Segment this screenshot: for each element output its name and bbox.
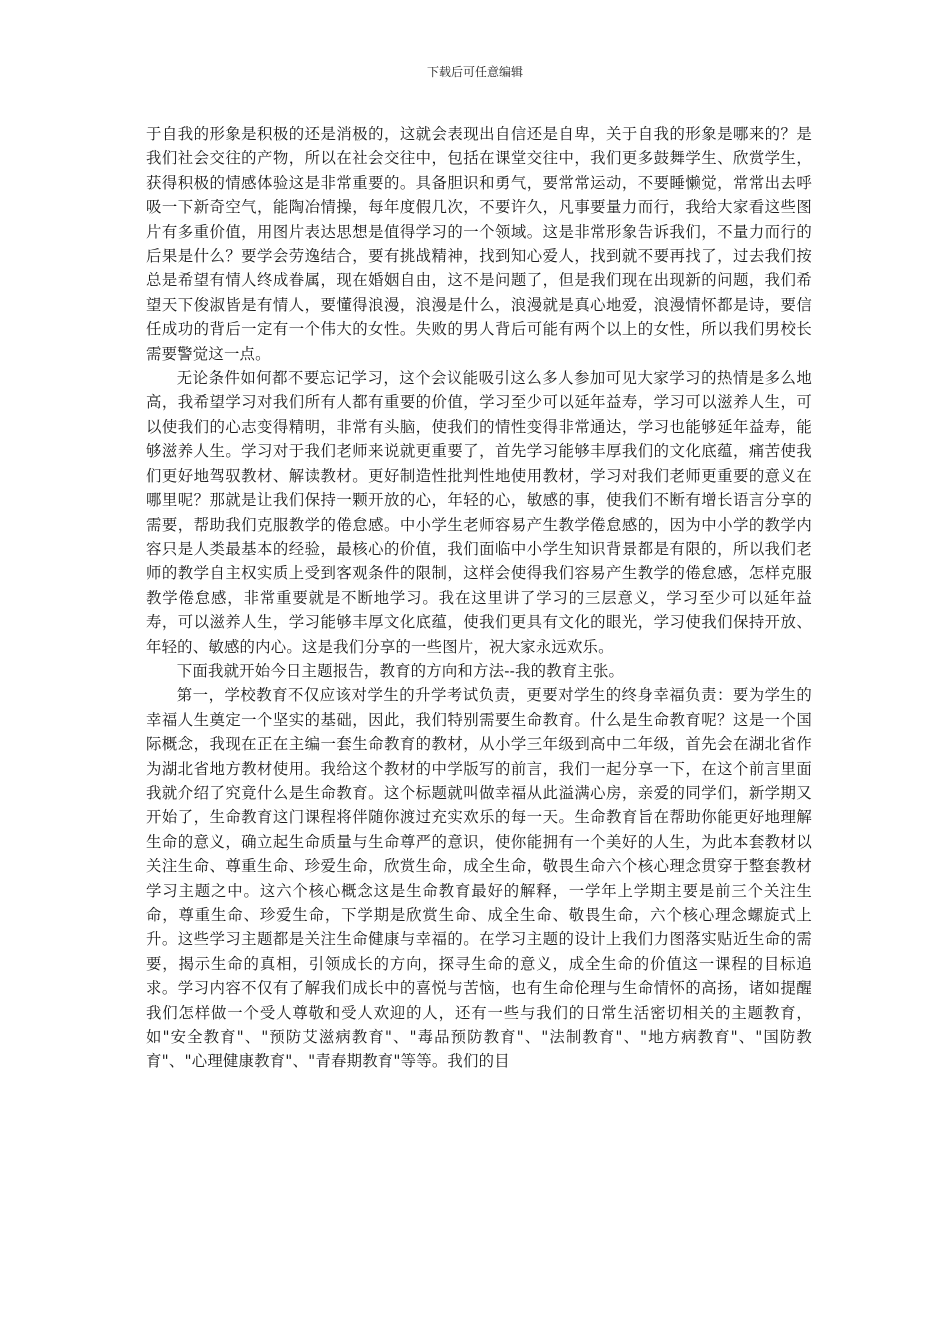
paragraph-1: 于自我的形象是积极的还是消极的，这就会表现出自信还是自卑，关于自我的形象是哪来的？是我们社会交往的产物，所以在社会交往中，包括在课堂交往中，我们更多鼓舞学生、欣赏学生，获得积极的情感体验这是非常重要的。具备胆识和勇气，要常常运动，不要睡懒觉，常常出去呼吸一下新奇空气，能陶冶情操，每年度假几次，不要许久，凡事要量力而行，我给大家看这些图片有多重价值，用图片表达思想是值得学习的一个领域。这是非常形象告诉我们，不量力而行的后果是什么？要学会劳逸结合，要有挑战精神，找到知心爱人，找到就不要再找了，过去我们按总是希望有情人终成眷属，现在婚姻自由，这不是问题了，但是我们现在出现新的问题，我们希望天下俊淑皆是有情人，要懂得浪漫，浪漫是什么，浪漫就是真心地爱，浪漫情怀都是诗，要信任成功的背后一定有一个伟大的女性。失败的男人背后可能有两个以上的女性，所以我们男校长需要警觉这一点。: [146, 125, 812, 363]
paragraph-3: 下面我就开始今日主题报告，教育的方向和方法--我的教育主张。: [176, 661, 625, 680]
paragraph-4: 第一，学校教育不仅应该对学生的升学考试负责，更要对学生的终身幸福负责：要为学生的幸福人生奠定一个坚实的基础，因此，我们特别需要生命教育。什么是生命教育呢？这是一个国际概念，我现在正在主编一套生命教育的教材，从小学三年级到高中二年级，首先会在湖北省作为湖北省地方教材使用。我给这个教材的中学版写的前言，我们一起分享一下，在这个前言里面我就介绍了究竟什么是生命教育。这个标题就叫做幸福从此溢满心房，亲爱的同学们，新学期又开始了，生命教育这门课程将伴随你渡过充实欢乐的每一天。生命教育旨在帮助你能更好地理解生命的意义，确立起生命质量与生命尊严的意识，使你能拥有一个美好的人生，为此本套教材以关注生命、尊重生命、珍爱生命，欣赏生命，成全生命，敬畏生命六个核心理念贯穿于整套教材学习主题之中。这六个核心概念这是生命教育最好的解释，一学年上学期主要是前三个关注生命，尊重生命、珍爱生命，下学期是欣赏生命、成全生命、敬畏生命，六个核心理念螺旋式上升。这些学习主题都是关注生命健康与幸福的。在学习主题的设计上我们力图落实贴近生命的需要，揭示生命的真相，引领成长的方向，探寻生命的意义，成全生命的价值这一课程的目标追求。学习内容不仅有了解我们成长中的喜悦与苦恼，也有生命伦理与生命情怀的高扬，诸如提醒我们怎样做一个受人尊敬和受人欢迎的人，还有一些与我们的日常生活密切相关的主题教育，如"安全教育"、"预防艾滋病教育"、"毒品预防教育"、"法制教育"、"地方病教育"、"国防教育"、"心理健康教育"、"青春期教育"等等。我们的目: [146, 686, 812, 1071]
paragraph-2: 无论条件如何都不要忘记学习，这个会议能吸引这么多人参加可见大家学习的热情是多么地高，我希望学习对我们所有人都有重要的价值，学习至少可以延年益寿，学习可以滋养人生，可以使我们的心志变得精明，非常有头脑，使我们的情性变得非常通达，学习也能够延年益寿，能够滋养人生。学习对于我们老师来说就更重要了，首先学习能够丰厚我们的文化底蕴，痛苦使我们更好地驾驭教材、解读教材。更好制造性批判性地使用教材，学习对我们老师更重要的意义在哪里呢？那就是让我们保持一颗开放的心，年轻的心，敏感的事，使我们不断有增长语言分享的需要，帮助我们克服教学的倦怠感。中小学生老师容易产生教学倦怠感的，因为中小学的教学内容只是人类最基本的经验，最核心的价值，我们面临中小学生知识背景都是有限的，所以我们老师的教学自主权实质上受到客观条件的限制，这样会使得我们容易产生教学的倦怠感，怎样克服教学倦怠感，非常重要就是不断地学习。我在这里讲了学习的三层意义，学习至少可以延年益寿，可以滋养人生，学习能够丰厚文化底蕴，使我们更具有文化的眼光，学习使我们保持开放、年轻的、敏感的内心。这是我们分享的一些图片，祝大家永远欢乐。: [146, 369, 812, 656]
document-body: [146, 122, 812, 1074]
page-header: 下载后可任意编辑: [426, 65, 523, 79]
